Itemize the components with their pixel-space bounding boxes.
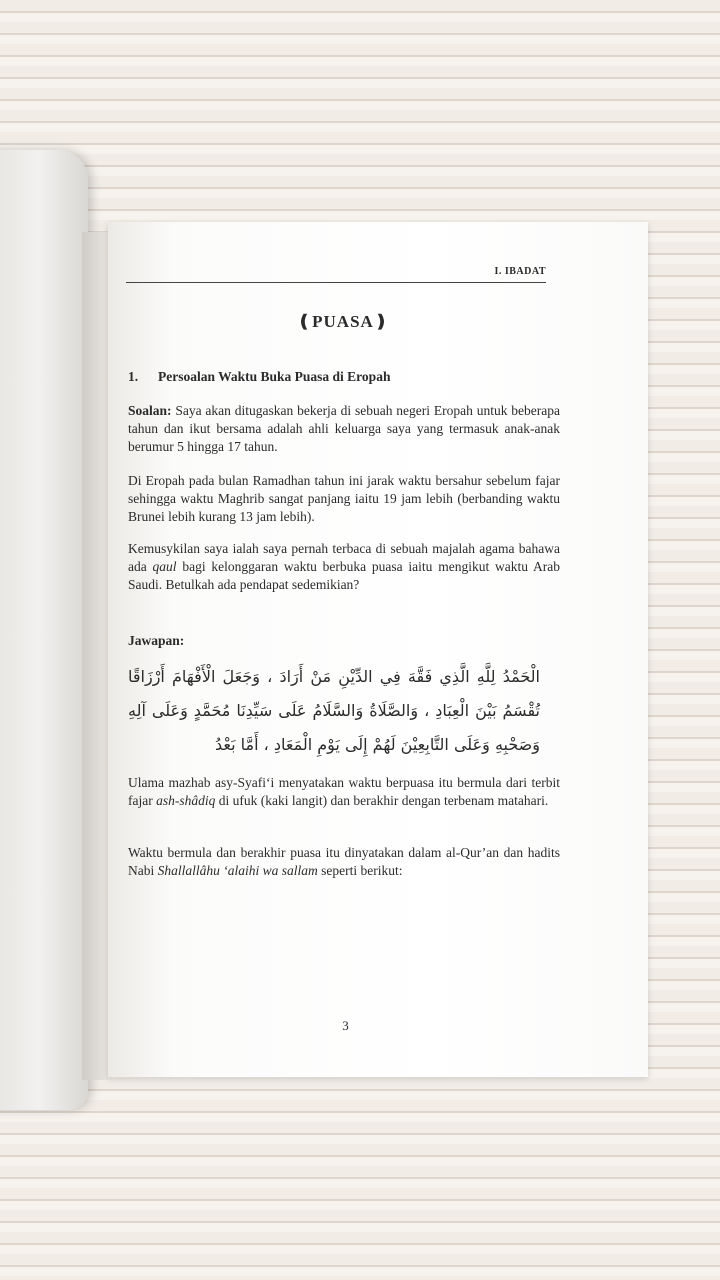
- soalan-label: Soalan:: [128, 403, 172, 418]
- running-head-text: I. IBADAT: [494, 266, 546, 277]
- question-heading: [128, 368, 560, 386]
- jawapan-label: Jawapan:: [128, 633, 185, 648]
- paragraph-3-italic: qaul: [152, 559, 177, 574]
- paragraph-5-text-b: seperti berikut:: [317, 863, 403, 878]
- arabic-invocation: الْحَمْدُ لِلَّهِ الَّذِي فَقَّهَ فِي الدِّيْنِ مَنْ أَرَادَ ، وَجَعَلَ الْأَفْهَامَ أَرْزَاقًا تُقْسَمُ بَيْنَ الْعِبَادِ ، وَالصَّلَاةُ وَالسَّلَامُ عَلَى سَيِّدِنَا مُحَمَّدٍ وَعَلَى آلِهِ وَصَحْبِهِ وَعَلَى التَّابِعِيْنَ لَهُمْ إِلَى يَوْمِ الْمَعَادِ ، أَمَّا بَعْدُ: [128, 667, 540, 754]
- section-title: ❪PUASA❫: [296, 312, 390, 331]
- page-number: 3: [342, 1018, 349, 1033]
- paragraph-5-text-a: Waktu bermula dan berakhir puasa itu dinyatakan dalam al-Qur’an dan hadits Nabi: [128, 845, 560, 878]
- paragraph-5-italic: Shallallâhu ‘alaihi wa sallam: [157, 863, 318, 878]
- paragraph-2: Di Eropah pada bulan Ramadhan tahun ini jarak waktu bersahur sebelum fajar sehingga waktu Maghrib sangat panjang iaitu 19 jam lebih (berbanding waktu Brunei lebih kurang 13 jam lebih).: [128, 473, 560, 524]
- paragraph-3-text-a: Kemusykilan saya ialah saya pernah terbaca di sebuah majalah agama bahawa ada: [128, 541, 560, 574]
- paragraph-4: [128, 774, 560, 810]
- paragraph-4-text-a: Ulama mazhab asy-Syafi‘i menyatakan waktu berpuasa itu bermula dari terbit fajar: [128, 775, 560, 808]
- paragraph-5: [128, 844, 560, 880]
- question-title: Persoalan Waktu Buka Puasa di Eropah: [158, 369, 391, 384]
- running-head: [126, 266, 546, 283]
- question-number: 1.: [128, 369, 139, 384]
- paragraph-4-italic: ash-shâdiq: [156, 793, 216, 808]
- book-page: [108, 222, 648, 1077]
- paragraph-3-text-b: bagi kelonggaran waktu berbuka puasa iaitu mengikut waktu Arab Saudi. Betulkah ada pendapat sedemikian?: [128, 559, 561, 592]
- soalan-text: Saya akan ditugaskan bekerja di sebuah negeri Eropah untuk beberapa tahun dan ikut bersama adalah ahli keluarga saya yang termasuk anak-anak berumur 5 hingga 17 tahun.: [128, 403, 560, 454]
- paragraph-3: [128, 540, 560, 594]
- soalan-paragraph: [128, 402, 560, 456]
- paragraph-4-text-b: di ufuk (kaki langit) dan berakhir dengan terbenam matahari.: [215, 793, 549, 808]
- left-book-page: [0, 150, 88, 1110]
